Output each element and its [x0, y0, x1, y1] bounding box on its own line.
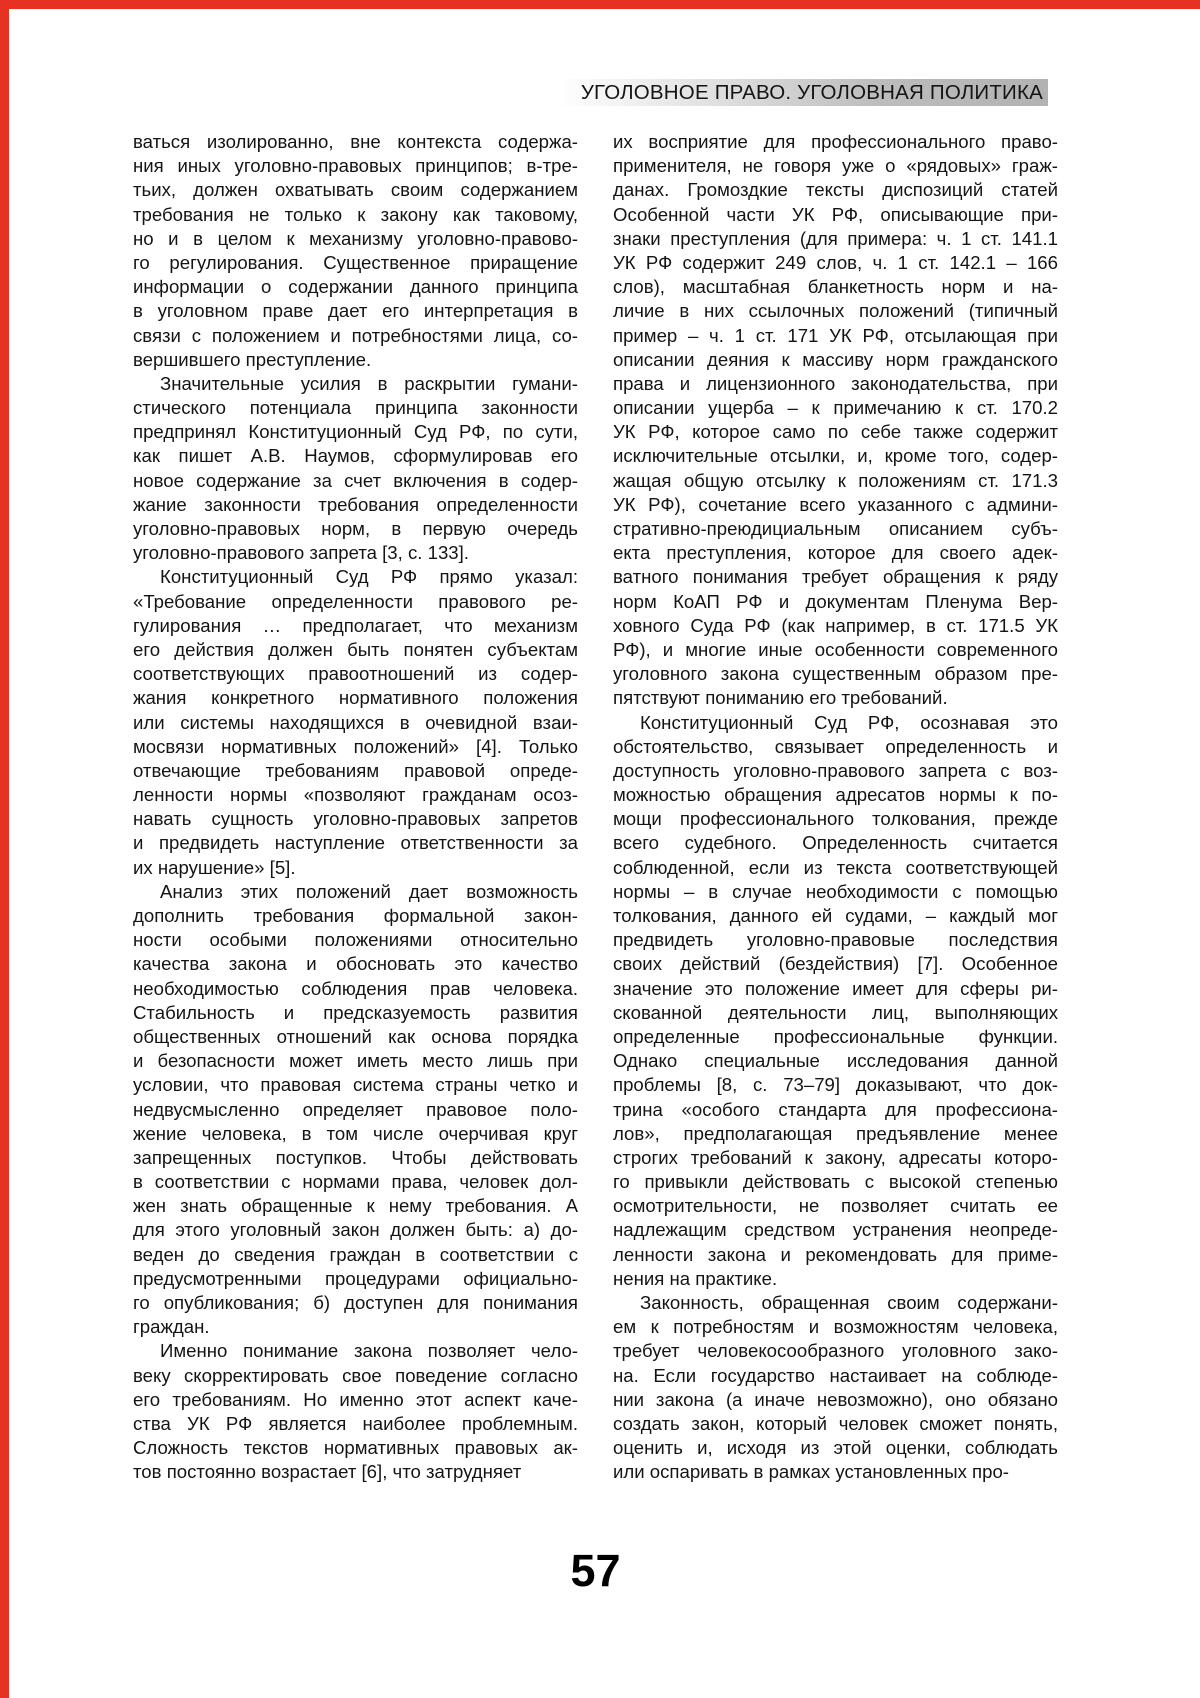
- text-line: новое содержание за счет включения в содер-: [133, 469, 578, 491]
- text-line: Особенной части УК РФ, описывающие при-: [613, 203, 1058, 225]
- text-line: ватного понимания требует обращения к ряду: [613, 566, 1058, 588]
- text-line: стративно-преюдициальным описанием субъ-: [613, 518, 1058, 539]
- text-line: норм КоАП РФ и документам Пленума Вер-: [613, 590, 1058, 612]
- text-line: применителя, не говоря уже о «рядовых» граж-: [613, 155, 1058, 177]
- text-line: Значительные усилия в раскрытии гумани-: [160, 372, 578, 394]
- text-line: исключительные отсылки, и, кроме того, содер-: [613, 445, 1058, 467]
- text-line: в соответствии с нормами права, человек дол-: [133, 1171, 578, 1193]
- text-line: Конституционный Суд РФ, осознавая это: [640, 711, 1058, 733]
- text-line: Именно понимание закона позволяет чело-: [160, 1340, 578, 1362]
- text-line: доступность уголовно-правового запрета с воз-: [613, 759, 1058, 781]
- text-line: ленности нормы «позволяют гражданам осоз-: [133, 784, 578, 806]
- text-line: УК РФ, которое само по себе также содержит: [613, 421, 1058, 443]
- text-line: стического потенциала принципа законности: [133, 397, 578, 419]
- paragraph: [613, 1291, 1058, 1485]
- text-line: мосвязи нормативных положений» [4]. Только: [133, 735, 578, 757]
- text-line: ховного Суда РФ (как например, в ст. 171.5 УК: [613, 614, 1058, 636]
- text-line: соответствующих правоотношений из содер-: [133, 663, 578, 685]
- text-line: лов», предполагающая предъявление менее: [613, 1122, 1058, 1144]
- text-line: го привыкли действовать с высокой степенью: [613, 1171, 1058, 1193]
- text-line: го опубликования; б) доступен для понимания: [133, 1292, 578, 1313]
- text-line: проблемы [8, с. 73–79] доказывают, что док-: [613, 1074, 1058, 1096]
- text-line: требования не только к закону как таковому,: [133, 203, 578, 225]
- text-line: мощи профессионального толкования, прежде: [613, 808, 1058, 830]
- text-column-right: [613, 130, 1058, 1485]
- text-line: соблюденной, если из текста соответствующей: [613, 856, 1058, 878]
- text-line: необходимостью соблюдения прав человека.: [133, 977, 578, 999]
- text-line: Однако специальные исследования данной: [613, 1050, 1058, 1072]
- text-line: дополнить требования формальной закон-: [133, 905, 578, 926]
- text-line: жение человека, в том числе очерчивая круг: [133, 1122, 578, 1144]
- text-line: данах. Громоздкие тексты диспозиций статей: [613, 179, 1058, 201]
- paragraph: [133, 565, 578, 879]
- text-line: жание законности требования определенности: [133, 493, 578, 515]
- text-line: УК РФ), сочетание всего указанного с админи-: [613, 493, 1058, 515]
- text-line: можностью обращения адресатов нормы к по-: [613, 784, 1058, 806]
- text-line: значение это положение имеет для сферы ри-: [613, 977, 1058, 999]
- text-line: ем к потребностям и возможностям человека,: [613, 1316, 1058, 1338]
- text-line: и безопасности может иметь место лишь при: [133, 1050, 578, 1072]
- text-line: слов), масштабная бланкетность норм и на-: [613, 276, 1058, 298]
- text-line: граждан.: [133, 1316, 210, 1338]
- text-line: нии закона (а иначе невозможно), оно обязано: [613, 1388, 1058, 1410]
- text-line: обстоятельство, связывает определенность и: [613, 735, 1058, 757]
- text-line: ности особыми положениями относительно: [133, 929, 578, 951]
- text-line: общественных отношений как основа порядка: [133, 1025, 578, 1047]
- text-line: Анализ этих положений дает возможность: [160, 880, 578, 902]
- text-line: или оспаривать в рамках установленных про-: [613, 1461, 1009, 1483]
- text-line: определенные профессиональные функции.: [613, 1025, 1058, 1047]
- paragraph: [133, 880, 578, 1340]
- text-line: тьих, должен охватывать своим содержанием: [133, 179, 578, 201]
- section-title: УГОЛОВНОЕ ПРАВО. УГОЛОВНАЯ ПОЛИТИКА: [580, 80, 1043, 104]
- text-line: запрещенных поступков. Чтобы действовать: [133, 1146, 578, 1168]
- text-line: уголовно-правовых норм, в первую очередь: [133, 518, 578, 539]
- text-line: РФ), и многие иные особенности современного: [613, 638, 1058, 660]
- text-line: их восприятие для профессионального право-: [613, 131, 1058, 152]
- text-column-left: [133, 130, 578, 1485]
- text-line: навать сущность уголовно-правовых запретов: [133, 808, 578, 830]
- text-line: отвечающие требованиям правовой опреде-: [133, 759, 578, 781]
- text-line: как пишет А.В. Наумов, сформулировав его: [133, 445, 578, 467]
- text-line: своих действий (бездействия) [7]. Особенное: [613, 953, 1058, 975]
- text-line: толкования, данного ей судами, – каждый мог: [613, 905, 1058, 926]
- text-line: в уголовном праве дает его интерпретация в: [133, 300, 578, 322]
- text-line: недвусмысленно определяет правовое поло-: [133, 1098, 578, 1120]
- text-line: условии, что правовая система страны четко и: [133, 1074, 578, 1096]
- text-line: «Требование определенности правового ре-: [133, 590, 578, 612]
- text-line: требует человекосообразного уголовного зако-: [613, 1340, 1058, 1362]
- paragraph: [613, 711, 1058, 1292]
- text-line: нормы – в случае необходимости с помощью: [613, 880, 1058, 902]
- text-line: Законность, обращенная своим содержани-: [640, 1292, 1058, 1313]
- text-line: личие в них ссылочных положений (типичный: [613, 300, 1058, 322]
- text-line: тов постоянно возрастает [6], что затрудняет: [133, 1461, 522, 1483]
- paragraph: [133, 130, 578, 372]
- text-line: веден до сведения граждан в соответствии с: [133, 1243, 578, 1265]
- text-line: строгих требований к закону, адресаты которо-: [613, 1146, 1058, 1168]
- section-header: [556, 79, 1048, 106]
- paragraph: [133, 372, 578, 566]
- text-line: предусмотренными процедурами официально-: [133, 1267, 578, 1289]
- page-edge-top: [0, 0, 1200, 9]
- text-line: для этого уголовный закон должен быть: а) до-: [133, 1219, 578, 1241]
- text-line: жен знать обращенные к нему требования. А: [133, 1195, 578, 1217]
- text-line: трина «особого стандарта для профессиона-: [613, 1098, 1058, 1120]
- text-line: ства УК РФ является наиболее проблемным.: [133, 1412, 578, 1434]
- text-line: Конституционный Суд РФ прямо указал:: [160, 566, 578, 588]
- text-line: веку скорректировать свое поведение согласно: [133, 1364, 578, 1386]
- text-line: описании деяния к массиву норм гражданского: [613, 348, 1058, 370]
- text-line: ленности закона и рекомендовать для приме-: [613, 1243, 1058, 1265]
- paragraph: [133, 1339, 578, 1484]
- text-line: или системы находящихся в очевидной взаи-: [133, 711, 578, 733]
- text-line: их нарушение» [5].: [133, 856, 296, 878]
- text-line: жащая общую отсылку к положениям ст. 171.3: [613, 469, 1058, 491]
- text-line: УК РФ содержит 249 слов, ч. 1 ст. 142.1 – 166: [613, 251, 1058, 273]
- text-line: качества закона и обосновать это качество: [133, 953, 578, 975]
- text-line: екта преступления, которое для своего адек-: [613, 542, 1058, 564]
- text-line: жания конкретного нормативного положения: [133, 687, 578, 709]
- text-line: знаки преступления (для примера: ч. 1 ст. 141.1: [613, 227, 1058, 249]
- page-edge-left: [0, 0, 9, 1698]
- text-line: всего судебного. Определенность считается: [613, 832, 1058, 854]
- text-line: его требованиям. Но именно этот аспект каче-: [133, 1388, 578, 1410]
- text-line: вершившего преступление.: [133, 348, 372, 370]
- text-line: пример – ч. 1 ст. 171 УК РФ, отсылающая при: [613, 324, 1058, 346]
- text-line: ваться изолированно, вне контекста содержа-: [133, 131, 578, 152]
- text-line: связи с положением и потребностями лица, со-: [133, 324, 578, 346]
- text-line: Сложность текстов нормативных правовых ак-: [133, 1437, 578, 1459]
- text-line: на. Если государство настаивает на соблюде-: [613, 1364, 1058, 1386]
- text-line: уголовного закона существенным образом пре-: [613, 663, 1058, 685]
- text-line: гулирования … предполагает, что механизм: [133, 614, 578, 636]
- text-line: предвидеть уголовно-правовые последствия: [613, 929, 1058, 951]
- text-line: создать закон, который человек сможет понять,: [613, 1412, 1058, 1434]
- text-line: описании ущерба – к примечанию к ст. 170.2: [613, 397, 1058, 419]
- text-line: информации о содержании данного принципа: [133, 276, 578, 298]
- text-line: нения на практике.: [613, 1267, 778, 1289]
- text-line: но и в целом к механизму уголовно-правово-: [133, 227, 578, 249]
- text-line: ния иных уголовно-правовых принципов; в-тре-: [133, 155, 578, 177]
- text-line: уголовно-правового запрета [3, с. 133].: [133, 542, 469, 564]
- text-line: его действия должен быть понятен субъектам: [133, 638, 578, 660]
- text-line: предпринял Конституционный Суд РФ, по сути,: [133, 421, 578, 443]
- text-line: надлежащим средством устранения неопреде-: [613, 1219, 1058, 1241]
- text-line: скованной деятельности лиц, выполняющих: [613, 1001, 1058, 1023]
- text-line: права и лицензионного законодательства, при: [613, 372, 1058, 394]
- text-line: Стабильность и предсказуемость развития: [133, 1001, 578, 1023]
- page-number: 57: [570, 1545, 621, 1596]
- text-line: и предвидеть наступление ответственности за: [133, 832, 578, 854]
- text-line: пятствуют пониманию его требований.: [613, 687, 948, 709]
- text-line: осмотрительности, не позволяет считать ее: [613, 1195, 1058, 1217]
- text-line: оценить и, исходя из этой оценки, соблюдать: [613, 1437, 1058, 1459]
- text-line: го регулирования. Существенное приращение: [133, 251, 578, 273]
- paragraph: [613, 130, 1058, 711]
